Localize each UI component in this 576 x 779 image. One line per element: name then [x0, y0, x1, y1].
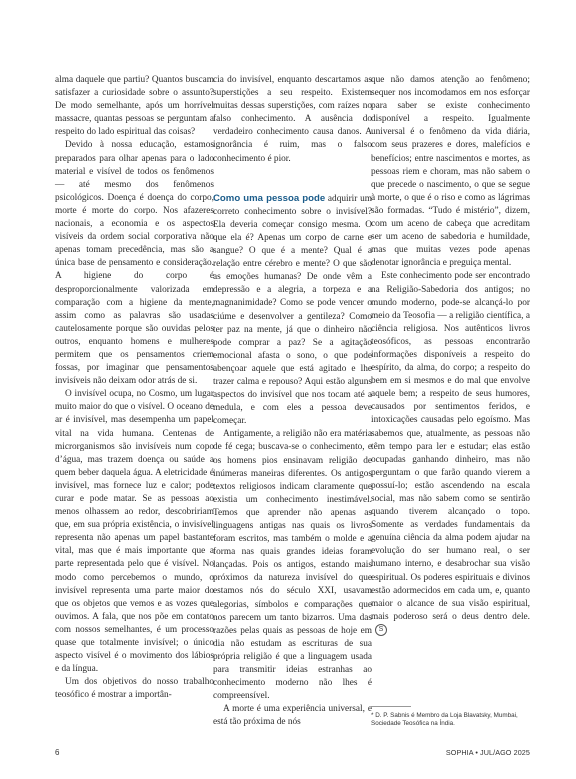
paragraph-text: Antigamente, a religião não era matéria de fé cega; buscava-se o conhecimento, e os homens pios ensinavam religião de inúmeras maneiras diferentes. Os antigos textos religiosos indicam claramente que existia um conhecimento inestimável. Temos que aprender não apenas as linguagens antigas nas quais os livros foram escritos, mas também o molde e a forma nas quais grandes ideias foram lançadas. Pois os antigos, estando mais próximos da natureza invisível do que estamos nós do século XXI, usavam alegorias, símbolos e comparações que nos parecem um tanto bizarros. Uma das razões pelas quais as pessoas de hoje em dia não estudam as escrituras de sua própria religião é que a linguagem usada para transmitir ideias estranhas ao conhecimento moderno não lhes é compreensível. — [213, 429, 372, 702]
paragraph-text: A morte é uma experiência universal, e está tão próxima de nós — [213, 704, 372, 728]
text-column-2 — [213, 74, 372, 730]
paragraph — [371, 270, 530, 637]
end-of-article-mark: S — [375, 624, 387, 636]
paragraph-text: cia do invisível, enquanto descartamos as superstições a seu respeito. Existem muitas dessas superstições, com raízes no falso conhecimento. A ausência do verdadeiro conhecimento causa danos. A ignorância é ruim, mas o falso conhecimento é pior. — [213, 75, 372, 164]
paragraph — [213, 74, 372, 166]
paragraph — [55, 676, 214, 702]
paragraph — [55, 74, 214, 139]
paragraph-text: O invisível ocupa, no Cosmo, um lugar muito maior do que o visível. O oceano de ar é invisível, mas desempenha um papel vital na vida humana. Centenas de microrganismos são invisíveis num copo d’água, mas trazem doença ou saúde a quem beber daquela água. A eletricidade é invisível, mas fornece luz e calor; pode curar e pode matar. Se as pessoas ao menos olhassem ao redor, descobririam que, em sua própria existência, o invisível representa não apenas um papel bastante vital, mas que é mais importante que a parte representada pelo que é visível. No modo como percebemos o mundo, o invisível representa uma parte maior do que os objetos que vemos e as vozes que ouvimos. A fala, que nos põe em contato com nossos semelhantes, é um processo quase que totalmente invisível; o único aspecto visível é o movimento dos lábios e da língua. — [55, 389, 214, 675]
footnote-divider — [371, 706, 411, 707]
paragraph-text: Devido à nossa educação, estamos preparados para olhar apenas para o lado material e visível de todos os fenômenos — até mesmo dos fenômenos psicológicos. Doença é doença do corpo, morte é morte do corpo. Nos afazeres nacionais, a economia e os aspectos visíveis da ordem social corporativa não apenas tomam precedência, mas são a única base de pensamento e consideração. A higiene do corpo é desproporcionalmente valorizada em comparação com a higiene da mente, assim como as palavras são usadas cautelosamente porque são ouvidas pelos outros, enquanto homens e mulheres permitem que os pensamentos criem fossas, por imaginar que pensamentos invisíveis não deixam odor atrás de si. — [55, 140, 214, 387]
paragraph-text: alma daquele que partiu? Quantos buscam satisfazer a curiosidade sobre o assunto? De modo semelhante, após um horrível massacre, quantas pessoas se perguntam a respeito do lado espiritual das coisas? — [55, 75, 214, 138]
running-footer: SOPHIA • JUL/AGO 2025 — [445, 748, 530, 757]
text-column-3 — [371, 74, 530, 637]
paragraph — [55, 388, 214, 676]
paragraph-text: que não damos atenção ao fenômeno; sequer nos incomodamos em nos esforçar para saber se existe conhecimento disponível a respeito. Igualmente universal é o fenômeno da vida diária, com seus prazeres e dores, malefícios e benefícios; entre nascimentos e mortes, as pessoas riem e choram, mas não sabem o que precede o nascimento, o que se segue à morte, o que é o riso e como as lágrimas são formadas. “Tudo é mistério”, dizem, com um aceno de cabeça que acreditam ser um aceno de sabedoria e humildade, mas que muitas vezes pode apenas denotar ignorância e preguiça mental. — [371, 75, 530, 269]
section-lead-in: Como uma pessoa pode — [213, 192, 326, 204]
page-number: 6 — [55, 748, 60, 757]
paragraph-text: Um dos objetivos do nosso trabalho teosófico é mostrar a importân- — [55, 677, 214, 701]
text-column-1 — [55, 74, 214, 703]
paragraph-text: Este conhecimento pode ser encontrado na Religião-Sabedoria dos antigos; no mundo moderno, pode-se alcançá-lo por meio da Teosofia — a religião científica, a ciência religiosa. Nos autênticos livros teosóficos, as pessoas encontrarão informações disponíveis a respeito do espírito, da alma, do corpo; a respeito do bem em si mesmos e do mal que envolve aquele bem; a respeito de seus humores, causados por sentimentos feridos, e intoxicações causadas pelo egoísmo. Mas sabemos que, atualmente, as pessoas não têm tempo para ler e estudar; elas estão ocupadas ganhando dinheiro, mas não perguntam o que farão quando vierem a possuí-lo; estão ascendendo na escala social, mas não sabem como se sentirão quando tiverem alcançado o topo. Somente as verdades fundamentais da genuína ciência da alma podem ajudar na evolução do ser humano real, o ser humano interno, e desabrochar sua visão espiritual. Os poderes espirituais e divinos estão adormecidos em cada um, e, quanto maior o alcance de sua visão espiritual, mais poderoso será o deus dentro dele. — [371, 271, 530, 622]
paragraph-text: adquirir um correto conhecimento sobre o invisível? Ela deveria começar consigo mesma. O que ela é? Apenas um corpo de carne e sangue? O que é a mente? Qual é a relação entre cérebro e mente? O que são as emoções humanas? De onde vêm a depressão e a alegria, a torpeza e a magnanimidade? Como se pode vencer o ciúme e desenvolver a gentileza? Como ter paz na mente, já que o dinheiro não pode comprar a paz? Se a agitação emocional afasta o sono, o que pode abençoar aquele que está agitado e lhe trazer calma e repouso? Aqui estão alguns aspectos do invisível que nos tocam até a medula, e com eles a pessoa deve começar. — [213, 193, 372, 427]
paragraph — [213, 192, 372, 429]
author-footnote: * D. P. Sabnis é Membro da Loja Blavatsky, Mumbai, Sociedade Teosófica na Índia. — [371, 712, 518, 728]
paragraph — [213, 428, 372, 703]
paragraph — [371, 74, 530, 270]
paragraph — [213, 703, 372, 729]
paragraph — [55, 139, 214, 388]
